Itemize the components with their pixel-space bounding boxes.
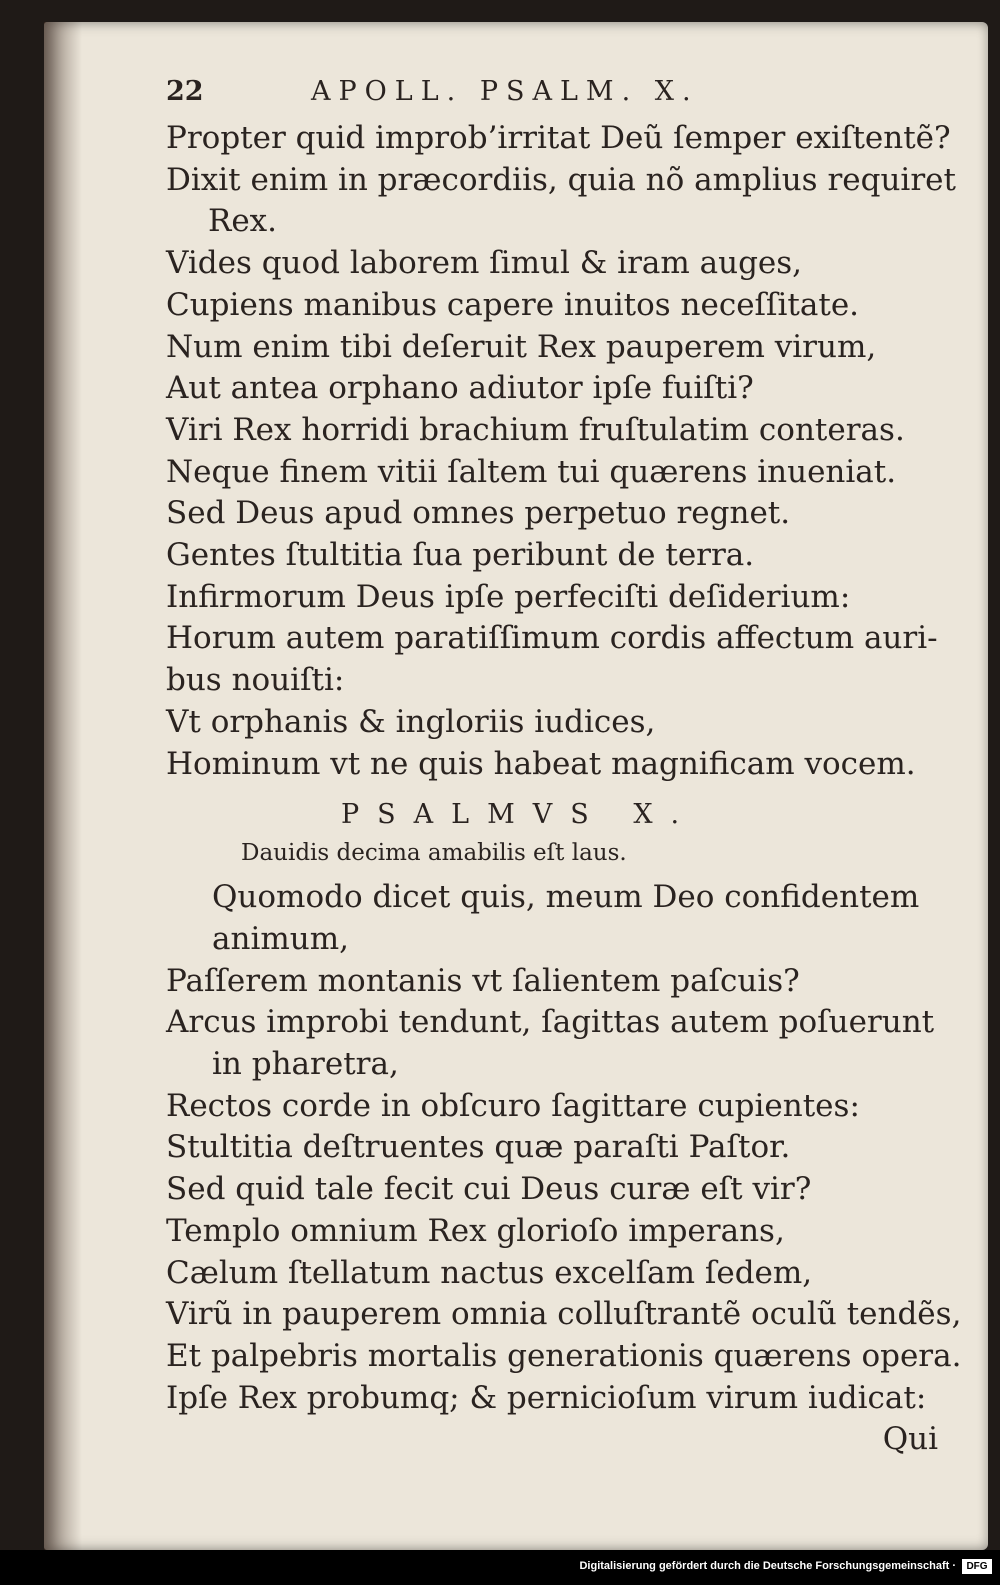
funding-credit: Digitalisierung gefördert durch die Deutsche Forschungsgemeinschaft ·	[579, 1560, 956, 1572]
text-line: Cælum ſtellatum nactus excelſam ſedem,	[166, 1254, 813, 1291]
page-text-block	[166, 72, 966, 1460]
page-number: 22	[166, 76, 204, 107]
text-line: Vides quod laborem ſimul & iram auges,	[166, 245, 803, 282]
text-line: Gentes ſtultitia ſua peribunt de terra.	[166, 537, 755, 574]
digitization-footer	[0, 1550, 1000, 1585]
text-line: Sed Deus apud omnes perpetuo regnet.	[166, 495, 791, 532]
dfg-logo: DFG	[962, 1559, 992, 1574]
text-line: Infirmorum Deus ipſe perfeciſti deſiderium:	[166, 578, 851, 615]
verse-block-2	[166, 877, 966, 1419]
text-line: Ipſe Rex probumq; & pernicioſum virum iudicat:	[166, 1379, 927, 1416]
text-line: Hominum vt ne quis habeat magnificam vocem.	[166, 745, 916, 782]
text-line: Virũ in pauperem omnia colluſtrantẽ oculũ tendẽs,	[166, 1296, 962, 1333]
text-line: Aut antea orphano adiutor ipſe fuiſti?	[166, 370, 754, 407]
text-line: Paſſerem montanis vt ſalientem paſcuis?	[166, 962, 800, 999]
text-line: Et palpebris mortalis generationis quærens opera.	[166, 1337, 962, 1374]
running-header	[166, 72, 966, 118]
text-line: Arcus improbi tendunt, ſagittas autem poſuerunt	[166, 1004, 935, 1041]
catchword: Qui	[882, 1421, 938, 1458]
verse-block-1	[166, 118, 966, 785]
book-page	[44, 22, 988, 1550]
text-line: Dixit enim in præcordiis, quia nõ amplius requiret	[166, 161, 956, 198]
text-line: Vt orphanis & ingloriis iudices,	[166, 703, 656, 740]
text-line: Neque finem vitii ſaltem tui quærens inueniat.	[166, 453, 897, 490]
text-line: Num enim tibi deſeruit Rex pauperem virum,	[166, 328, 877, 365]
text-line: bus nouiſti:	[166, 662, 345, 699]
page-gutter	[44, 22, 82, 1550]
running-title: APOLL. PSALM. X.	[311, 76, 699, 107]
text-line: Templo omnium Rex glorioſo imperans,	[166, 1212, 785, 1249]
text-line: Cupiens manibus capere inuitos neceſſitate.	[166, 286, 860, 323]
text-line: Quomodo dicet quis, meum Deo confidentem	[212, 879, 920, 916]
text-line: animum,	[212, 920, 349, 957]
psalm-subheading: Dauidis decima amabilis eſt laus.	[241, 840, 627, 867]
text-line: Rex.	[208, 203, 278, 240]
psalm-heading: PSALMVS X.	[341, 799, 698, 831]
text-line: in pharetra,	[212, 1046, 399, 1083]
text-line: Stultitia deſtruentes quæ paraſti Paſtor.	[166, 1129, 791, 1166]
text-line: Rectos corde in obſcuro ſagittare cupientes:	[166, 1087, 860, 1124]
text-line: Viri Rex horridi brachium fruſtulatim conteras.	[166, 411, 905, 448]
text-line: Propter quid improb’irritat Deũ ſemper exiſtentẽ?	[166, 120, 951, 156]
text-line: Horum autem paratiſſimum cordis affectum auri-	[166, 620, 938, 657]
text-line: Sed quid tale fecit cui Deus curæ eſt vir?	[166, 1171, 812, 1208]
